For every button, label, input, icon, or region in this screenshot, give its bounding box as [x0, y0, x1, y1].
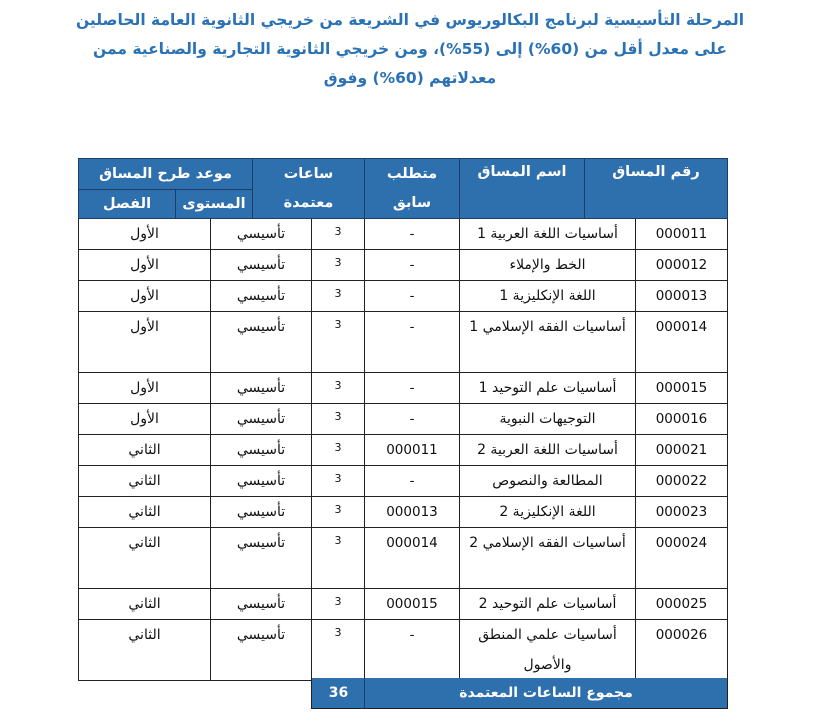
page-title	[60, 6, 760, 93]
cell-course-no: 000014	[635, 312, 728, 372]
cell-prereq: -	[364, 620, 459, 680]
table-row	[78, 312, 728, 373]
cell-course-name: الخط والإملاء	[459, 250, 635, 280]
cell-course-no: 000025	[635, 589, 728, 619]
cell-prereq: -	[364, 281, 459, 311]
cell-semester: الأول	[78, 250, 210, 280]
header-semester: الفصل	[78, 189, 176, 219]
cell-credit-hours: 3	[311, 281, 364, 311]
cell-semester: الأول	[78, 312, 210, 372]
table-row	[78, 497, 728, 528]
cell-course-no: 000022	[635, 466, 728, 496]
cell-semester: الثاني	[78, 620, 210, 680]
cell-credit-hours: 3	[311, 435, 364, 465]
cell-course-name: أساسيات الفقه الإسلامي 1	[459, 312, 635, 372]
cell-level: تأسيسي	[210, 312, 311, 372]
header-course-name: اسم المساق	[459, 158, 585, 219]
footer-total: 36	[311, 678, 365, 709]
cell-credit-hours: 3	[311, 589, 364, 619]
cell-prereq: -	[364, 373, 459, 403]
cell-prereq: 000011	[364, 435, 459, 465]
cell-course-name: أساسيات اللغة العربية 2	[459, 435, 635, 465]
cell-credit-hours: 3	[311, 620, 364, 680]
cell-course-no: 000024	[635, 528, 728, 588]
cell-level: تأسيسي	[210, 466, 311, 496]
cell-course-no: 000023	[635, 497, 728, 527]
table-row	[78, 620, 728, 681]
table-row	[78, 528, 728, 589]
cell-course-no: 000013	[635, 281, 728, 311]
footer-label: مجموع الساعات المعتمدة	[364, 678, 728, 709]
header-offering: موعد طرح المساق	[78, 158, 253, 190]
cell-prereq: -	[364, 219, 459, 249]
cell-credit-hours: 3	[311, 250, 364, 280]
cell-level: تأسيسي	[210, 404, 311, 434]
table-row	[78, 404, 728, 435]
cell-credit-hours: 3	[311, 312, 364, 372]
cell-semester: الأول	[78, 404, 210, 434]
cell-prereq: -	[364, 404, 459, 434]
cell-semester: الثاني	[78, 466, 210, 496]
cell-semester: الثاني	[78, 589, 210, 619]
cell-prereq: -	[364, 312, 459, 372]
header-course-no: رقم المساق	[584, 158, 728, 219]
cell-course-name: أساسيات علمي المنطق والأصول	[459, 620, 635, 680]
cell-course-name: أساسيات علم التوحيد 2	[459, 589, 635, 619]
cell-level: تأسيسي	[210, 219, 311, 249]
cell-course-name: اللغة الإنكليزية 1	[459, 281, 635, 311]
course-table	[78, 219, 728, 681]
cell-course-no: 000015	[635, 373, 728, 403]
cell-level: تأسيسي	[210, 497, 311, 527]
cell-prereq: 000013	[364, 497, 459, 527]
table-row	[78, 466, 728, 497]
cell-prereq: -	[364, 250, 459, 280]
table-row	[78, 435, 728, 466]
header-credit-hours: ساعات معتمدة	[252, 158, 365, 219]
cell-course-name: التوجيهات النبوية	[459, 404, 635, 434]
cell-course-no: 000021	[635, 435, 728, 465]
cell-semester: الثاني	[78, 497, 210, 527]
cell-course-name: المطالعة والنصوص	[459, 466, 635, 496]
table-row	[78, 373, 728, 404]
cell-credit-hours: 3	[311, 404, 364, 434]
cell-course-no: 000016	[635, 404, 728, 434]
cell-level: تأسيسي	[210, 281, 311, 311]
title-line: المرحلة التأسيسية لبرنامج البكالوريوس في الشريعة من خريجي الثانوية العامة الحاصلين	[75, 11, 745, 29]
cell-course-name: أساسيات اللغة العربية 1	[459, 219, 635, 249]
cell-prereq: 000015	[364, 589, 459, 619]
title-line: معدلاتهم (60%) وفوق	[323, 69, 497, 87]
cell-credit-hours: 3	[311, 373, 364, 403]
cell-credit-hours: 3	[311, 528, 364, 588]
cell-level: تأسيسي	[210, 589, 311, 619]
cell-prereq: -	[364, 466, 459, 496]
cell-semester: الثاني	[78, 435, 210, 465]
cell-credit-hours: 3	[311, 466, 364, 496]
cell-semester: الأول	[78, 219, 210, 249]
header-level: المستوى	[175, 189, 253, 219]
cell-semester: الثاني	[78, 528, 210, 588]
cell-level: تأسيسي	[210, 250, 311, 280]
title-line: على معدل أقل من (60%) إلى (55%)، ومن خريجي الثانوية التجارية والصناعية ممن	[93, 40, 727, 58]
cell-credit-hours: 3	[311, 497, 364, 527]
cell-level: تأسيسي	[210, 435, 311, 465]
cell-prereq: 000014	[364, 528, 459, 588]
cell-course-no: 000011	[635, 219, 728, 249]
cell-course-no: 000026	[635, 620, 728, 680]
cell-course-no: 000012	[635, 250, 728, 280]
cell-credit-hours: 3	[311, 219, 364, 249]
cell-course-name: أساسيات الفقه الإسلامي 2	[459, 528, 635, 588]
cell-level: تأسيسي	[210, 620, 311, 680]
cell-level: تأسيسي	[210, 373, 311, 403]
header-prereq: متطلب سابق	[364, 158, 460, 219]
table-row	[78, 219, 728, 250]
cell-semester: الأول	[78, 281, 210, 311]
table-row	[78, 281, 728, 312]
cell-course-name: أساسيات علم التوحيد 1	[459, 373, 635, 403]
cell-semester: الأول	[78, 373, 210, 403]
table-row	[78, 250, 728, 281]
table-row	[78, 589, 728, 620]
cell-level: تأسيسي	[210, 528, 311, 588]
cell-course-name: اللغة الإنكليزية 2	[459, 497, 635, 527]
